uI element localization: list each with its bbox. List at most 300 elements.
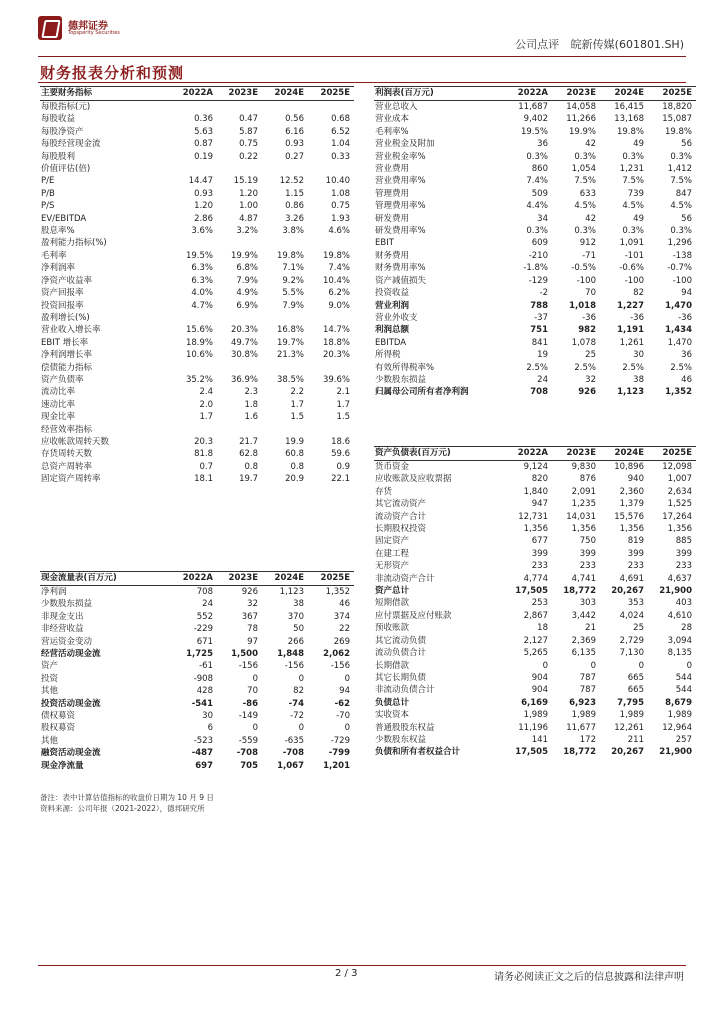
- row-value: 6.2%: [328, 288, 350, 299]
- row-label: P/S: [41, 201, 55, 212]
- row-value: 30: [202, 711, 213, 722]
- row-label: 投资收益: [375, 288, 410, 299]
- row-value: 1,470: [665, 300, 692, 311]
- table-row: [374, 473, 696, 485]
- row-value: 788: [530, 300, 548, 311]
- row-label: 其它流动负债: [375, 635, 427, 646]
- row-label: 货币资金: [375, 462, 410, 472]
- table-row: [40, 747, 354, 759]
- row-label: 应付票据及应付账款: [375, 610, 452, 621]
- row-value: 21,900: [659, 747, 692, 758]
- row-value: 62.8: [239, 449, 258, 460]
- row-value: 0: [252, 673, 258, 684]
- row-value: 18.6: [331, 436, 350, 447]
- row-value: 750: [579, 536, 596, 547]
- table-header-row: [374, 447, 696, 461]
- table-row: [374, 163, 696, 175]
- row-value: 18.8%: [322, 337, 350, 348]
- row-label: 资产减值损失: [375, 275, 427, 286]
- row-value: 19.8%: [322, 250, 350, 261]
- row-label: 每股净资产: [41, 126, 84, 137]
- table-row: [40, 473, 354, 485]
- table-title: 资产负债表(百万元): [374, 447, 504, 461]
- row-value: 9.0%: [328, 300, 350, 311]
- row-value: 1,227: [617, 300, 644, 311]
- row-value: 1.7: [290, 399, 304, 410]
- row-value: 303: [579, 598, 596, 609]
- table-row: [40, 175, 354, 187]
- row-label: 投资回报率: [41, 300, 84, 311]
- row-value: -72: [290, 711, 304, 722]
- row-value: 4,741: [571, 573, 596, 584]
- row-value: 6,923: [569, 697, 596, 708]
- row-value: 4.5%: [670, 201, 692, 212]
- row-value: 6.3%: [191, 275, 213, 286]
- row-value: 0: [638, 660, 644, 671]
- table-row: [374, 213, 696, 225]
- row-value: -138: [672, 250, 692, 261]
- row-label: 财务费用: [375, 250, 410, 261]
- table-row: [374, 126, 696, 138]
- row-value: [217, 237, 262, 249]
- row-value: 7,130: [619, 648, 644, 659]
- row-value: 1,356: [523, 524, 548, 535]
- row-value: [262, 362, 308, 374]
- row-label: 应收帐款周转天数: [41, 436, 110, 447]
- row-value: [308, 312, 354, 324]
- table-row: [374, 535, 696, 547]
- row-value: 7.9%: [236, 275, 258, 286]
- row-value: 0.3%: [670, 226, 692, 237]
- table-title: 现金流量表(百万元): [40, 572, 172, 586]
- table-row: [374, 138, 696, 150]
- table-row: [40, 399, 354, 411]
- row-value: 7.5%: [670, 176, 692, 187]
- row-value: 12,261: [614, 722, 644, 733]
- row-value: 1.7: [199, 412, 213, 423]
- row-label: 流动负债合计: [375, 648, 427, 659]
- table-row: [374, 287, 696, 299]
- row-value: 2.0: [199, 399, 213, 410]
- row-value: -523: [193, 735, 213, 746]
- row-value: [217, 362, 262, 374]
- row-value: 2.86: [194, 213, 213, 224]
- row-value: 0.3%: [622, 151, 644, 162]
- year-header: 2024E: [262, 87, 308, 101]
- row-value: 1,296: [667, 238, 692, 249]
- row-value: 2.1: [336, 387, 350, 398]
- row-value: 1,470: [667, 337, 692, 348]
- table-row: [374, 722, 696, 734]
- row-value: -62: [334, 698, 350, 709]
- row-value: 2,091: [571, 486, 596, 497]
- row-label: 资产回报率: [41, 288, 84, 299]
- row-value: 2,062: [323, 649, 350, 660]
- table-row: [374, 585, 696, 597]
- row-value: 1.04: [331, 139, 350, 150]
- table-row: [374, 312, 696, 324]
- row-value: 4.5%: [574, 201, 596, 212]
- row-value: 1,018: [569, 300, 596, 311]
- row-value: 671: [196, 636, 213, 647]
- row-value: 11,266: [566, 114, 596, 125]
- table-row: [40, 362, 354, 374]
- row-label: 经营效率指标: [41, 424, 93, 435]
- table-header-row: [374, 87, 696, 101]
- row-value: 926: [241, 587, 258, 597]
- row-value: 4,774: [523, 573, 548, 584]
- row-label: 归属母公司所有者净利润: [375, 387, 469, 398]
- row-value: 4,610: [667, 610, 692, 621]
- row-label: 长期借款: [375, 660, 410, 671]
- page-header: [38, 16, 686, 57]
- row-label: 长期股权投资: [375, 524, 427, 535]
- title-divider: [38, 82, 686, 83]
- row-value: -61: [199, 661, 213, 672]
- row-label: 现金比率: [41, 412, 76, 423]
- row-value: 940: [627, 474, 644, 485]
- table-row: [374, 597, 696, 609]
- row-label: P/B: [41, 188, 55, 199]
- row-value: 633: [579, 188, 596, 199]
- row-value: 1,525: [667, 499, 692, 510]
- table-row: [40, 710, 354, 722]
- year-header: 2023E: [552, 447, 600, 461]
- row-value: 20,267: [611, 586, 644, 597]
- row-value: [308, 362, 354, 374]
- row-value: 1,352: [665, 387, 692, 398]
- table-row: [374, 188, 696, 200]
- table-row: [40, 448, 354, 460]
- row-label: 资产: [41, 661, 59, 672]
- row-label: 毛利率: [41, 250, 67, 261]
- row-label: 投资: [41, 673, 59, 684]
- row-value: 3.6%: [191, 226, 213, 237]
- table-row: [374, 746, 696, 758]
- row-value: 399: [675, 548, 692, 559]
- row-value: 8,135: [667, 648, 692, 659]
- row-value: -74: [288, 698, 304, 709]
- row-value: 609: [531, 238, 548, 249]
- row-value: 8,679: [665, 697, 692, 708]
- row-label: 速动比率: [41, 399, 76, 410]
- row-value: 36.9%: [230, 374, 258, 385]
- table-row: [40, 349, 354, 361]
- row-value: 7,795: [617, 697, 644, 708]
- row-value: 20.3%: [322, 350, 350, 361]
- row-label: 少数股东损益: [375, 374, 427, 385]
- row-value: 982: [578, 325, 596, 336]
- row-label: 非流动资产合计: [375, 573, 435, 584]
- table-row: [40, 436, 354, 448]
- table-row: [40, 287, 354, 299]
- row-value: 0.56: [285, 114, 304, 125]
- row-value: 1,848: [277, 649, 304, 660]
- year-header: 2024E: [600, 447, 648, 461]
- row-value: 3,094: [667, 635, 692, 646]
- row-label: 固定资产周转率: [41, 474, 101, 485]
- row-value: -101: [624, 250, 644, 261]
- table-row: [374, 113, 696, 125]
- row-label: 在建工程: [375, 548, 410, 559]
- row-label: 盈利能力指标(%): [41, 238, 107, 249]
- row-value: 4.5%: [622, 201, 644, 212]
- table-row: [374, 560, 696, 572]
- row-value: 10,896: [614, 462, 644, 472]
- year-header: 2022A: [504, 87, 552, 101]
- row-label: 管理费用: [375, 188, 410, 199]
- row-value: 0.87: [194, 139, 213, 150]
- row-value: 1,434: [665, 325, 692, 336]
- row-value: 0.19: [194, 151, 213, 162]
- table-row: [40, 461, 354, 473]
- table-row: [40, 213, 354, 225]
- row-value: [308, 101, 354, 114]
- row-value: 2,369: [571, 635, 596, 646]
- row-label: 偿债能力指标: [41, 362, 93, 373]
- table-row: [374, 573, 696, 585]
- row-value: 211: [627, 734, 644, 745]
- row-label: 每股经营现金流: [41, 139, 101, 150]
- row-value: [217, 101, 262, 114]
- row-value: 18.1: [194, 474, 213, 485]
- row-value: [172, 362, 217, 374]
- row-value: 7.5%: [622, 176, 644, 187]
- row-value: 6.8%: [236, 263, 258, 274]
- row-value: 1,261: [619, 337, 644, 348]
- row-value: 16.8%: [276, 325, 304, 336]
- row-label: 负债和所有者权益合计: [375, 747, 461, 758]
- row-value: [262, 424, 308, 436]
- row-value: 9,830: [571, 462, 596, 472]
- row-label: 营业费用: [375, 164, 410, 175]
- row-value: 1,989: [571, 710, 596, 721]
- row-value: 34: [537, 213, 548, 224]
- row-value: 1,352: [325, 587, 350, 597]
- row-value: 0.3%: [574, 151, 596, 162]
- row-value: 697: [195, 760, 213, 771]
- row-value: 28: [681, 623, 692, 634]
- table-row: [374, 523, 696, 535]
- table-row: [374, 300, 696, 312]
- row-value: 18,772: [563, 747, 596, 758]
- row-label: 资产总计: [375, 586, 410, 597]
- source-line: 资料来源：公司年报（2021-2022），德邦研究所: [40, 804, 205, 813]
- row-value: 97: [247, 636, 258, 647]
- table-row: [374, 250, 696, 262]
- row-value: 1.5: [290, 412, 304, 423]
- income-statement-table: [374, 86, 696, 399]
- row-value: 708: [530, 387, 548, 398]
- row-value: 1,067: [277, 760, 304, 771]
- row-value: 0.3%: [526, 226, 548, 237]
- row-value: -156: [284, 661, 304, 672]
- table-row: [374, 200, 696, 212]
- row-value: 0.86: [285, 201, 304, 212]
- row-value: 9.2%: [282, 275, 304, 286]
- row-value: 6,169: [521, 697, 548, 708]
- table-row: [40, 300, 354, 312]
- row-value: 787: [579, 672, 596, 683]
- row-value: 665: [627, 685, 644, 696]
- row-value: 14,058: [566, 102, 596, 112]
- row-value: 172: [579, 734, 596, 745]
- row-value: 847: [675, 188, 692, 199]
- row-value: 20.3: [194, 436, 213, 447]
- row-value: 820: [531, 474, 548, 485]
- row-value: 70: [247, 686, 258, 697]
- row-label: 财务费用率%: [375, 263, 426, 274]
- notes: [40, 792, 214, 814]
- table-title: 利润表(百万元): [374, 87, 504, 101]
- row-value: 3.8%: [282, 226, 304, 237]
- row-value: 0.8: [244, 461, 258, 472]
- table-row: [40, 250, 354, 262]
- row-value: 0.93: [285, 139, 304, 150]
- row-value: 19.9: [285, 436, 304, 447]
- row-value: 17,264: [662, 511, 692, 522]
- row-value: 56: [681, 213, 692, 224]
- row-value: 677: [531, 536, 548, 547]
- row-value: -100: [624, 275, 644, 286]
- row-value: -149: [238, 711, 258, 722]
- row-value: 24: [202, 599, 213, 610]
- row-value: 10.40: [325, 176, 350, 187]
- table-row: [40, 611, 354, 623]
- year-header: 2023E: [217, 87, 262, 101]
- row-value: 0.75: [239, 139, 258, 150]
- table-row: [374, 672, 696, 684]
- row-value: [172, 163, 217, 175]
- row-value: 38: [633, 374, 644, 385]
- row-value: 2,360: [619, 486, 644, 497]
- row-value: 367: [241, 611, 258, 622]
- row-value: [172, 424, 217, 436]
- row-value: 10.4%: [322, 275, 350, 286]
- row-value: 1.20: [194, 201, 213, 212]
- row-value: 30.8%: [230, 350, 258, 361]
- year-header: 2024E: [600, 87, 648, 101]
- table-row: [40, 623, 354, 635]
- row-label: 非经营收益: [41, 624, 84, 635]
- table-row: [374, 660, 696, 672]
- table-row: [374, 362, 696, 374]
- row-value: 665: [627, 672, 644, 683]
- row-value: 25: [633, 623, 644, 634]
- row-value: 18,772: [563, 586, 596, 597]
- row-value: 860: [531, 164, 548, 175]
- row-value: -2: [539, 288, 548, 299]
- row-value: 1,989: [667, 710, 692, 721]
- table-row: [374, 709, 696, 721]
- row-value: [172, 312, 217, 324]
- row-value: 3.26: [285, 213, 304, 224]
- row-value: 42: [585, 213, 596, 224]
- logo-name: 德邦证券: [68, 21, 108, 32]
- row-value: 21,900: [659, 586, 692, 597]
- row-value: 46: [681, 374, 692, 385]
- row-value: 81.8: [194, 449, 213, 460]
- row-value: 18,820: [662, 102, 692, 112]
- row-value: 0.3%: [574, 226, 596, 237]
- row-label: 盈利增长(%): [41, 312, 90, 323]
- row-label: 净利润: [41, 587, 67, 597]
- row-label: 营业总收入: [375, 102, 418, 112]
- row-value: 2,127: [523, 635, 548, 646]
- row-value: 1,191: [617, 325, 644, 336]
- row-value: 912: [579, 238, 596, 249]
- row-value: 17,505: [515, 747, 548, 758]
- table-row: [374, 262, 696, 274]
- row-label: 营业税金及附加: [375, 139, 435, 150]
- row-value: 78: [247, 624, 258, 635]
- row-value: 0.8: [290, 461, 304, 472]
- year-header: 2025E: [308, 87, 354, 101]
- row-value: 3.2%: [236, 226, 258, 237]
- row-value: 1,123: [279, 587, 304, 597]
- table-row: [40, 598, 354, 610]
- year-header: 2025E: [648, 447, 696, 461]
- row-value: 0.3%: [526, 151, 548, 162]
- table-row: [40, 424, 354, 436]
- table-row: [374, 461, 696, 474]
- row-label: 无形资产: [375, 561, 410, 572]
- row-value: 0: [252, 723, 258, 734]
- row-value: 257: [675, 734, 692, 745]
- table-row: [374, 610, 696, 622]
- row-value: 32: [247, 599, 258, 610]
- row-value: 0.3%: [622, 226, 644, 237]
- row-value: 266: [287, 636, 304, 647]
- row-value: 18: [537, 623, 548, 634]
- row-value: 6,135: [571, 648, 596, 659]
- row-value: -487: [191, 748, 213, 759]
- year-header: 2023E: [217, 572, 262, 586]
- row-value: [262, 237, 308, 249]
- row-label: 股权募资: [41, 723, 76, 734]
- row-value: 19.8%: [664, 126, 692, 137]
- row-value: 19: [537, 350, 548, 361]
- row-value: 6.52: [331, 126, 350, 137]
- row-value: 49: [633, 213, 644, 224]
- page-title: 财务报表分析和预测: [40, 64, 185, 82]
- row-value: 17,505: [515, 586, 548, 597]
- row-label: 负债总计: [375, 697, 410, 708]
- table-row: [40, 722, 354, 734]
- row-value: 0: [298, 673, 304, 684]
- row-value: 18.9%: [185, 337, 213, 348]
- row-label: 债权募资: [41, 711, 76, 722]
- row-value: 0.7: [199, 461, 213, 472]
- table-row: [374, 337, 696, 349]
- row-value: 841: [531, 337, 548, 348]
- year-header: 2022A: [172, 572, 217, 586]
- row-value: 233: [627, 561, 644, 572]
- table-row: [374, 486, 696, 498]
- table-row: [40, 735, 354, 747]
- row-value: 705: [240, 760, 258, 771]
- row-label: 非现金支出: [41, 611, 84, 622]
- row-label: 营业收入增长率: [41, 325, 101, 336]
- row-value: 15.6%: [185, 325, 213, 336]
- row-value: 739: [627, 188, 644, 199]
- row-value: 94: [339, 686, 350, 697]
- row-value: [262, 312, 308, 324]
- table-row: [40, 337, 354, 349]
- row-label: 融资活动现金流: [41, 748, 101, 759]
- row-value: 21.7: [239, 436, 258, 447]
- row-value: 20,267: [611, 747, 644, 758]
